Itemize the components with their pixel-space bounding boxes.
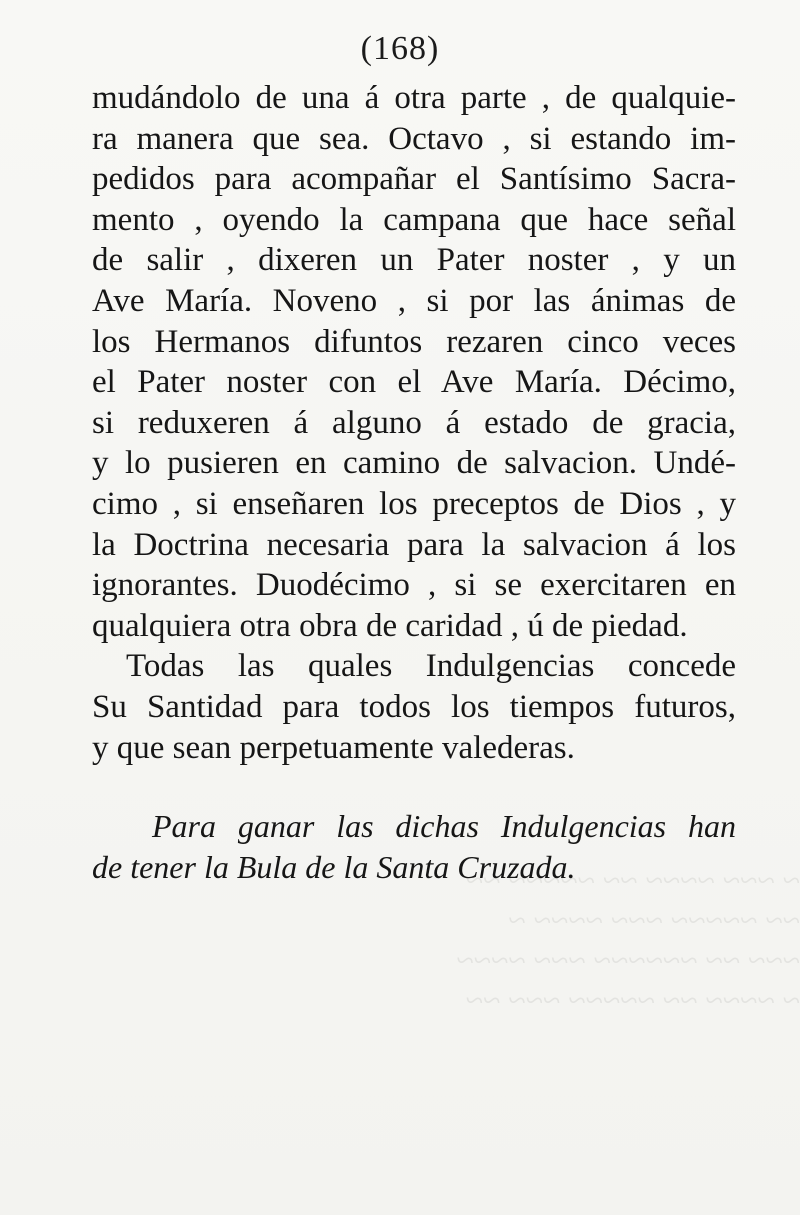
- text-line: qualquiera otra obra de caridad , ú de piedad.: [92, 607, 688, 644]
- text-line: y que sean perpetuamente valederas.: [92, 729, 575, 766]
- text-line: pedidos para acompañar el Santísimo Sacra-: [92, 161, 736, 198]
- page-number: (168): [360, 30, 440, 67]
- text-line: mento , oyendo la campana que hace señal: [92, 201, 736, 238]
- text-line: y lo pusieren en camino de salvacion. Undé-: [92, 445, 736, 482]
- bleed-through-texture: ~ ~~~ ~~~~ ~~ ~~~~~ ~~ ~~ ~~~~~ ~~~ ~~~~ ~ ~~~ ~~ ~~~~~~ ~~~ ~~~~ ~ ~~~~ ~~ ~~~~~ ~~~ ~~: [456, 862, 800, 1018]
- text-line: de salir , dixeren un Pater noster , y un: [92, 242, 736, 279]
- note-line: de tener la Bula de la Santa Cruzada.: [92, 848, 576, 885]
- text-line: cimo , si enseñaren los preceptos de Dios , y: [92, 485, 736, 522]
- text-line: ra manera que sea. Octavo , si estando im-: [92, 120, 736, 157]
- note-line: Para ganar las dichas Indulgencias han: [152, 808, 736, 844]
- text-line: los Hermanos difuntos rezaren cinco veces: [92, 323, 736, 360]
- text-line: si reduxeren á alguno á estado de gracia,: [92, 404, 736, 441]
- italic-note: [92, 806, 736, 887]
- text-line: mudándolo de una á otra parte , de qualquie-: [92, 80, 736, 116]
- text-line: el Pater noster con el Ave María. Décimo,: [92, 364, 736, 401]
- text-line: ignorantes. Duodécimo , si se exercitaren en: [92, 567, 736, 604]
- text-line: Su Santidad para todos los tiempos futuros,: [92, 688, 736, 725]
- text-line: Ave María. Noveno , si por las ánimas de: [92, 282, 736, 319]
- text-line: Todas las quales Indulgencias concede: [126, 648, 736, 685]
- body-paragraphs: [92, 78, 736, 768]
- text-line: la Doctrina necesaria para la salvacion á los: [92, 526, 736, 563]
